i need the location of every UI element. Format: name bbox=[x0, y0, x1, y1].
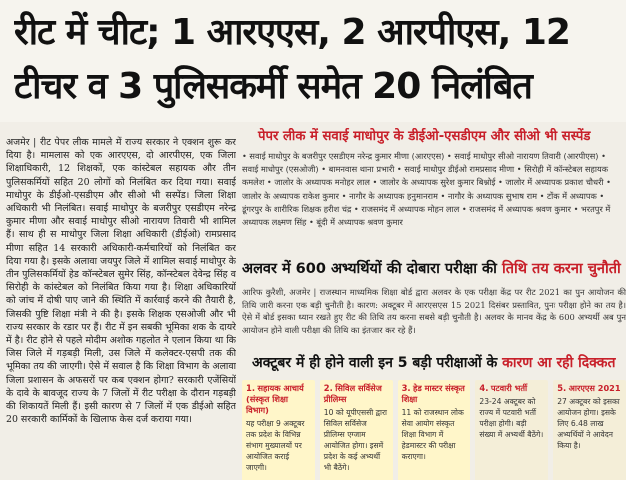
exam-box-text: 23-24 अक्टूबर को राज्य में पटवारी भर्ती परीक्षा होगी। बड़ी संख्या में अभ्यर्थी बैठेंगे। bbox=[479, 397, 544, 439]
exam-box-text: 27 अक्टूबर को इसका आयोजन होगा। इसके लिए 6.48 लाख अभ्यर्थियों ने आवेदन किया है। bbox=[557, 397, 620, 450]
headline-line-1: रीट में चीट; 1 आरएएस, 2 आरपीएस, 12 bbox=[14, 12, 570, 53]
alwar-section-body: आरिफ कुरैशी, अजमेर | राजस्थान माध्यमिक शिक्षा बोर्ड द्वारा अलवर के एक परीक्षा केंद्र पर रीट 2021 का पुन आयोजन की तिथि जारी करना एक बड़ी चुनौती है। कारण: अक्टूबर में आरएसएस 15 2021 दिसंबर प्रस्तावित, पुनः परीक्षा होने का तय है। ऐसे में बोर्ड इसका ध्यान रखते हुए रीट की तिथि तय करना सबसे बड़ी चुनौती है। अलवर के मानव केंद्र के 600 अभ्यर्थी अब पुन आयोजन होने वाली परीक्षा की तिथि का इंतजार कर रहे हैं। bbox=[242, 287, 626, 335]
exam-box-text: 11 को राजस्थान लोक सेवा आयोग संस्कृत शिक्षा विभाग में हेडमास्टर की परीक्षा कराएगा। bbox=[401, 408, 464, 461]
headline-line-2: टीचर व 3 पुलिसकर्मी समेत 20 निलंबित bbox=[14, 66, 532, 107]
exam-box-title: सिविल सर्विसेज प्रीलिम्स bbox=[323, 383, 382, 404]
suspension-section-title: पेपर लीक में सवाई माधोपुर के डीईओ-एसडीएम और सीओ भी सस्पेंड bbox=[258, 129, 591, 144]
suspended-officials-list: • सवाई माधोपुर के बजरीपुर एसडीएम नरेन्द्र कुमार मीणा (आरएएस) • सवाई माधोपुर सीओ नारायण तिवारी (आरपीएस) • सवाई माधोपुर (एसओजी) • बामनवास थाना प्रभारी • सवाई माधोपुर डीईओ रामप्रसाद मीणा • सिरोही में कॉन्स्टेबल सहायक कमलेश • जालोर के अध्यापक मनोहर लाल • जालोर के अध्यापक सुरेश कुमार बिश्नोई • जालोर में अध्यापक प्रकाश चौधरी • जालोर के अध्यापक राकेश कुमार • नागौर के अध्यापक हनुमानराम • नागौर के अध्यापक सुभाष राम • टोंक में अध्यापक • डूंगरपुर के शारीरिक शिक्षक हरीश चंद्र • राजसमंद में अध्यापक मोहन लाल • राजसमंद में अध्यापक श्रवण कुमार • भरतपुर में अध्यापक लक्ष्मण सिंह • बूंदी में अध्यापक श्रवण कुमार bbox=[242, 151, 611, 228]
exam-box-number: 1. bbox=[246, 383, 256, 393]
alwar-title-text: अलवर में 600 अभ्यर्थियों की दोबारा परीक्षा की bbox=[242, 261, 502, 277]
exam-box-2 bbox=[320, 380, 393, 480]
right-column bbox=[242, 128, 626, 480]
exam-box-title: हेड मास्टर संस्कृत शिक्षा bbox=[401, 383, 465, 404]
left-column-article: अजमेर | रीट पेपर लीक मामले में राज्य सरकार ने एक्शन शुरू कर दिया है। मामलास को एक आरएएस, दो आरपीएस, एक जिला शिक्षाधिकारी, 12 शिक्षकों, एक कांस्टेबल सहायक और तीन पुलिसकर्मियों सहित 20 लोगों को निलंबित कर दिया गया। सवाई माधोपुर के डीईओ-एसडीएम और सीओ भी सस्पेंड। जिला शिक्षा अधिकारी भी निलंबित। सवाई माधोपुर के बजरीपुर एसडीएम नरेन्द्र कुमार मीणा और सवाई माधोपुर सीओ नारायण तिवारी भी शामिल हैं। साथ ही स माधोपुर जिला शिक्षा अधिकारी (डीईओ) रामप्रसाद मीणा सहित 14 सरकारी अधिकारी-कर्मचारियों को निलंबित कर दिया गया है। इसके अलावा जयपुर जिले में शामिल सवाई माधोपुर के तीन पुलिसकर्मियों हेड कॉन्स्टेबल सुमेर सिंह, कॉन्स्टेबल देवेन्द्र सिंह व सिरोही के कांस्टेबल को निलंबित किया गया है। शिक्षा अधिकारियों को जांच में दोषी पाए जाने की स्थिति में कार्रवाई करने की तैयारी है, जिसकी पुष्टि शिक्षा मंत्री ने की है। इसके शिक्षक एसओजी और भी राज्य सरकार के रडार पर हैं। रीट में इन सबकी भूमिका शक के दायरे में है। रीट होने से पहले मोदीम अशोक गहलोत ने एलान किया था कि जिस जिले में गड़बड़ी मिली, उस जिले में कलेक्टर-एसपी तक की भूमिका तय की जाएगी। ऐसे में सवाल है कि शिक्षा विभाग के अलावा जिला प्रशासन के अफसरों पर कब एक्शन होगा? सरकारी एजेंसियों के दावे के बावजूद राज्य के 7 जिलों में रीट परीक्षा के दौरान गड़बड़ी की शिकायतें मिली हैं। इसी कारण से 7 जिलों में एक डीईओ सहित 20 सरकारी कार्मिकों के खिलाफ केस दर्ज कराया गया। bbox=[6, 137, 236, 426]
exam-box-5 bbox=[553, 380, 626, 480]
exam-box-title: सहायक आचार्य (संस्कृत शिक्षा विभाग) bbox=[246, 383, 304, 415]
exam-box-number: 3. bbox=[401, 383, 411, 393]
exam-box-text: 10 को यूपीएससी द्वारा सिविल सर्विसेज प्रीलिम्स एग्जाम आयोजित होगा। इसमें प्रदेश के कई अभ्यर्थी भी बैठेंगे। bbox=[323, 408, 388, 472]
exam-box-3 bbox=[398, 380, 471, 480]
exam-box-text: यह परीक्षा 9 अक्टूबर तक प्रदेश के विभिन्न संभाग मुख्यालयों पर आयोजित कराई जाएगी। bbox=[246, 419, 305, 472]
exam-box-title: आरएएस 2021 bbox=[568, 383, 621, 393]
exams-title-text: अक्टूबर में ही होने वाली इन 5 बड़ी परीक्षाओं के bbox=[252, 355, 503, 371]
exam-box-4 bbox=[475, 380, 548, 480]
exam-box-title: पटवारी भर्ती bbox=[490, 383, 528, 393]
exams-title-highlight: कारण आ रही दिक्कत bbox=[502, 355, 616, 371]
exams-section-title bbox=[242, 352, 626, 374]
exam-box-number: 5. bbox=[557, 383, 567, 393]
headline bbox=[0, 0, 626, 122]
alwar-section-title bbox=[242, 258, 626, 280]
exam-box-1 bbox=[242, 380, 315, 480]
exam-boxes bbox=[242, 380, 626, 480]
exam-box-number: 2. bbox=[323, 383, 333, 393]
exam-box-number: 4. bbox=[479, 383, 489, 393]
alwar-title-highlight: तिथि तय करना चुनौती bbox=[501, 261, 621, 277]
